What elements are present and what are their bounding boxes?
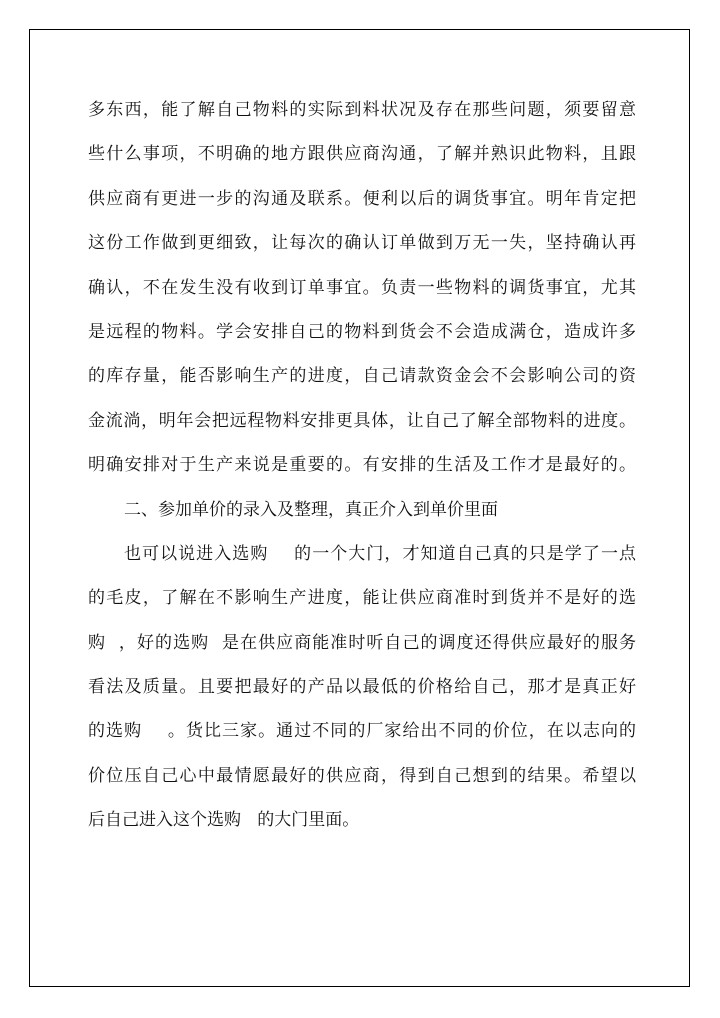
paragraph-1-line-4: 这份工作做到更细致，让每次的确认订单做到万无一失，坚持确认再 <box>88 233 636 254</box>
paragraph-1-line-8: 金流淌，明年会把远程物料安排更具体，让自己了解全部物料的进度。 <box>88 410 636 431</box>
paragraph-1-line-3: 供应商有更进一步的沟通及联系。便利以后的调货事宜。明年肯定把 <box>88 188 636 209</box>
paragraph-1-line-2: 些什么事项，不明确的地方跟供应商沟通，了解并熟识此物料，且跟 <box>88 144 636 165</box>
paragraph-2-line-7: 后自己进入这个选购 的大门里面。 <box>88 810 360 831</box>
paragraph-2-line-4: 看法及质量。且要把最好的产品以最低的价格给自己，那才是真正好 <box>88 677 636 698</box>
paragraph-2-line-2: 的毛皮，了解在不影响生产进度，能让供应商准时到货并不是好的选 <box>88 588 636 609</box>
paragraph-1-line-1: 多东西，能了解自己物料的实际到料状况及存在那些问题，须要留意 <box>88 100 636 120</box>
paragraph-1-line-5: 确认，不在发生没有收到订单事宜。负责一些物料的调货事宜，尤其 <box>88 277 636 298</box>
paragraph-1-line-6: 是远程的物料。学会安排自己的物料到货会不会造成满仓，造成许多 <box>88 321 636 342</box>
paragraph-1-line-9: 明确安排对于生产来说是重要的。有安排的生活及工作才是最好的。 <box>88 455 636 476</box>
document-body <box>88 92 636 847</box>
paragraph-2-line-3: 购 ，好的选购 是在供应商能准时听自己的调度还得供应最好的服务 <box>88 632 636 653</box>
section-heading-2: 二、参加单价的录入及整理，真正介入到单价里面 <box>124 499 498 520</box>
paragraph-2-line-6: 价位压自己心中最情愿最好的供应商，得到自己想到的结果。希望以 <box>88 765 636 786</box>
paragraph-2-line-5: 的选购 。货比三家。通过不同的厂家给出不同的价位，在以志向的 <box>88 721 636 742</box>
paragraph-1-line-7: 的库存量，能否影响生产的进度，自己请款资金会不会影响公司的资 <box>88 366 636 387</box>
paragraph-2-line-1: 也可以说进入选购 的一个大门，才知道自己真的只是学了一点 <box>124 543 636 564</box>
